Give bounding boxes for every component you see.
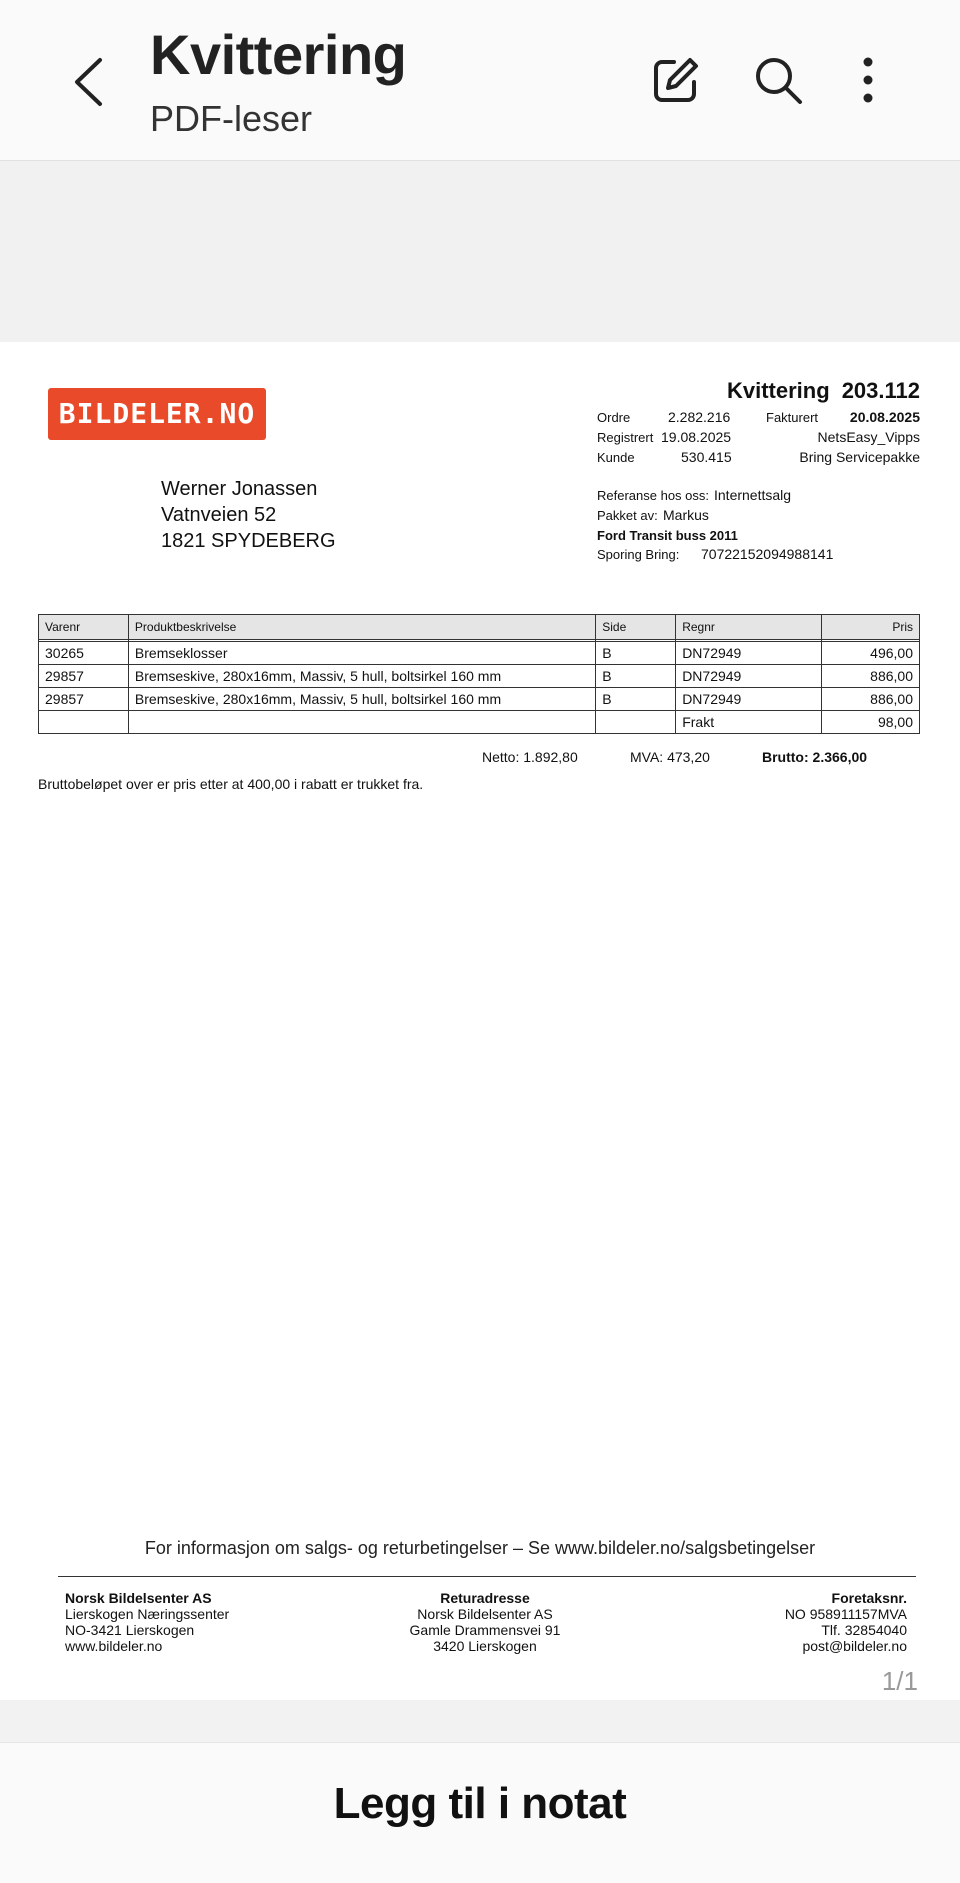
fakturert-value: 20.08.2025 xyxy=(849,409,920,425)
cell-varenr: 29857 xyxy=(39,665,129,688)
cell-pris: 496,00 xyxy=(822,642,920,665)
mva-total: MVA: 473,20 xyxy=(630,749,710,765)
footer-org xyxy=(785,1590,907,1654)
footer-company xyxy=(65,1590,229,1654)
receipt-heading-label: Kvittering xyxy=(727,378,830,403)
cell-pris: 98,00 xyxy=(822,711,920,734)
terms-info-line: For informasjon om salgs- og returbetingelser – Se www.bildeler.no/salgsbetingelser xyxy=(144,1538,816,1558)
table-row xyxy=(39,711,920,734)
receipt-heading xyxy=(715,378,920,404)
shipping-method: Bring Servicepakke xyxy=(799,449,920,465)
registrert-label: Registrert xyxy=(597,430,654,445)
footer-return-line: 3420 Lierskogen xyxy=(433,1638,537,1654)
items-table xyxy=(38,614,920,734)
fakturert-label: Fakturert xyxy=(766,410,819,425)
footer-return-address xyxy=(385,1590,585,1654)
ordre-label: Ordre xyxy=(597,410,631,425)
cell-produkt: Bremseklosser xyxy=(128,642,595,665)
bildeler-logo: BILDELER.NO xyxy=(48,388,266,440)
footer-company-line: www.bildeler.no xyxy=(65,1638,163,1654)
footer-return-line: Norsk Bildelsenter AS xyxy=(417,1606,553,1622)
footer-company-name: Norsk Bildelsenter AS xyxy=(65,1590,212,1606)
search-icon[interactable] xyxy=(748,50,808,110)
col-regnr: Regnr xyxy=(676,615,822,640)
sporing-label: Sporing Bring: xyxy=(597,547,680,562)
pdf-page[interactable] xyxy=(0,342,960,1700)
cell-varenr: 30265 xyxy=(39,642,129,665)
col-side: Side xyxy=(596,615,676,640)
table-row xyxy=(39,665,920,688)
cell-pris: 886,00 xyxy=(822,665,920,688)
kunde-label: Kunde xyxy=(597,450,635,465)
more-vertical-icon[interactable] xyxy=(838,50,898,110)
cell-side xyxy=(596,711,676,734)
cell-produkt: Bremseskive, 280x16mm, Massiv, 5 hull, boltsirkel 160 mm xyxy=(128,665,595,688)
page-indicator: 1/1 xyxy=(881,1666,918,1696)
referanse-label: Referanse hos oss: xyxy=(597,488,710,503)
payment-method: NetsEasy_Vipps xyxy=(817,429,920,445)
page-subtitle: PDF-leser xyxy=(150,98,313,139)
add-to-note-button[interactable]: Legg til i notat xyxy=(333,1779,627,1828)
cell-pris: 886,00 xyxy=(822,688,920,711)
referanse-value: Internettsalg xyxy=(714,487,792,503)
bottom-action-bar xyxy=(0,1742,960,1883)
page-title: Kvittering xyxy=(150,23,407,86)
pakket-value: Markus xyxy=(663,507,709,523)
cell-regnr: DN72949 xyxy=(676,665,822,688)
cell-produkt xyxy=(128,711,595,734)
cell-regnr: DN72949 xyxy=(676,688,822,711)
footer-divider xyxy=(58,1576,916,1577)
receipt-number: 203.112 xyxy=(841,378,920,403)
footer-company-line: NO-3421 Lierskogen xyxy=(65,1622,195,1638)
cell-produkt: Bremseskive, 280x16mm, Massiv, 5 hull, boltsirkel 160 mm xyxy=(128,688,595,711)
cell-side: B xyxy=(596,665,676,688)
sporing-value: 70722152094988141 xyxy=(701,546,834,562)
cell-varenr: 29857 xyxy=(39,688,129,711)
customer-city: 1821 SPYDEBERG xyxy=(161,530,336,552)
footer-return-title: Returadresse xyxy=(440,1590,530,1606)
customer-name: Werner Jonassen xyxy=(161,478,318,500)
footer-org-line: post@bildeler.no xyxy=(802,1638,907,1654)
footer-org-title: Foretaksnr. xyxy=(831,1590,907,1606)
cell-side: B xyxy=(596,688,676,711)
footer-return-line: Gamle Drammensvei 91 xyxy=(409,1622,561,1638)
footer-org-line: NO 958911157MVA xyxy=(784,1606,907,1622)
col-varenr: Varenr xyxy=(39,615,129,640)
customer-street: Vatnveien 52 xyxy=(161,504,277,526)
pakket-label: Pakket av: xyxy=(597,508,658,523)
viewer-background xyxy=(0,161,960,342)
table-header-row xyxy=(39,615,920,640)
cell-varenr xyxy=(39,711,129,734)
registrert-value: 19.08.2025 xyxy=(661,429,732,445)
ordre-value: 2.282.216 xyxy=(668,409,731,425)
table-row xyxy=(39,688,920,711)
back-arrow-icon[interactable] xyxy=(64,52,112,112)
app-bar xyxy=(0,0,960,161)
vehicle: Ford Transit buss 2011 xyxy=(597,528,738,543)
footer-org-line: Tlf. 32854040 xyxy=(821,1622,907,1638)
footer-company-line: Lierskogen Næringssenter xyxy=(65,1606,230,1622)
customer-address xyxy=(161,476,336,554)
col-pris: Pris xyxy=(822,615,920,640)
cell-regnr: Frakt xyxy=(676,711,822,734)
brutto-total: Brutto: 2.366,00 xyxy=(762,749,868,765)
cell-regnr: DN72949 xyxy=(676,642,822,665)
col-produktbeskrivelse: Produktbeskrivelse xyxy=(128,615,595,640)
edit-icon[interactable] xyxy=(646,50,706,110)
cell-side: B xyxy=(596,642,676,665)
discount-note: Bruttobeløpet over er pris etter at 400,00 i rabatt er trukket fra. xyxy=(38,776,424,792)
netto-total: Netto: 1.892,80 xyxy=(482,749,578,765)
kunde-value: 530.415 xyxy=(681,449,732,465)
table-row xyxy=(39,642,920,665)
